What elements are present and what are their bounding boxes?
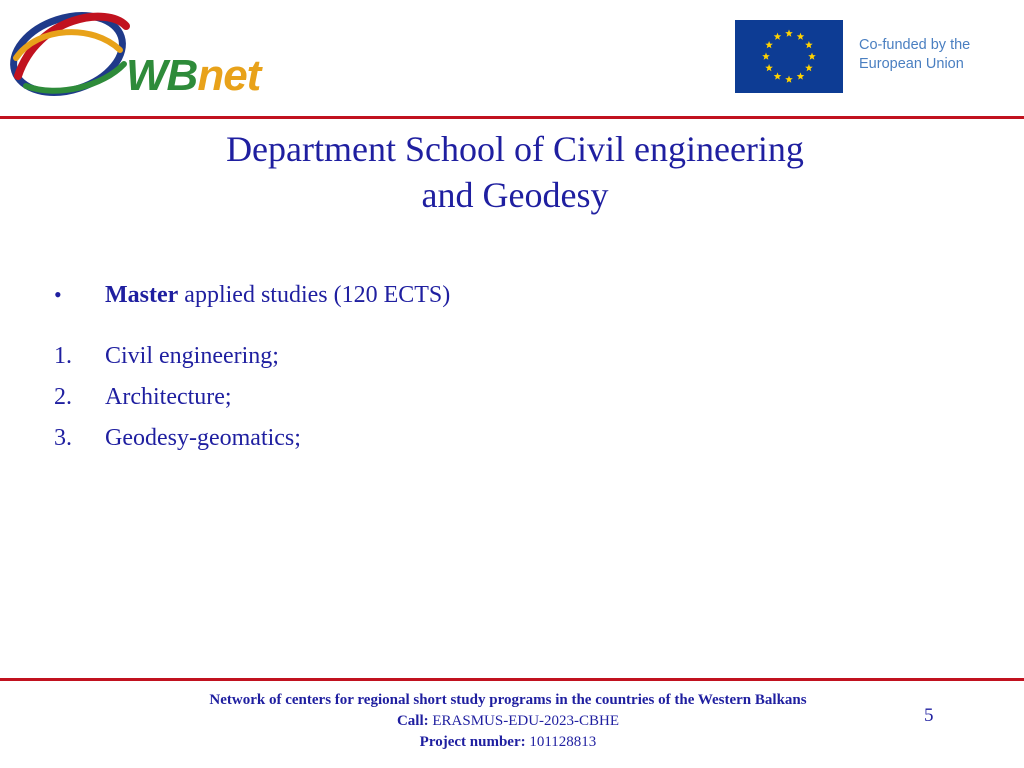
eu-star [808,53,816,60]
header-divider [0,116,1024,119]
eu-star [785,30,793,37]
eu-star [774,72,782,79]
eu-stars [735,20,843,93]
page-number: 5 [924,705,934,726]
list-number: 3. [54,425,72,451]
eu-star [774,33,782,40]
footer-line1: Network of centers for regional short study programs in the countries of the Western Balkans [209,692,807,708]
list-text: Civil engineering; [105,343,279,369]
list-text: Geodesy-geomatics; [105,425,301,451]
list-number: 1. [54,343,72,369]
eu-cofunded-label [859,36,1019,74]
eu-star [805,64,813,71]
eu-star [797,72,805,79]
wbnet-logo [8,6,276,102]
slide-title [0,126,1024,218]
title-line2: and Geodesy [421,175,609,215]
eu-star [765,41,773,48]
footer-project: Project number: 101128813 [419,734,597,750]
list-number: 2. [54,384,72,410]
bullet-bold: Master [105,282,179,308]
slide-footer [0,690,1016,753]
bullet-rest: applied studies (120 ECTS) [178,282,451,308]
footer-call: Call: ERASMUS-EDU-2023-CBHE [396,713,620,729]
eu-flag-icon [735,20,843,93]
eu-star [765,64,773,71]
logo-text: WBnet [126,51,261,100]
eu-star [797,33,805,40]
bullet-marker: • [54,282,62,307]
bullet-text [105,280,450,310]
eu-text-line1: Co-funded by the [859,37,971,53]
list-text: Architecture; [105,384,232,410]
footer-divider [0,678,1024,681]
eu-star [762,53,770,60]
eu-text-line2: European Union [859,56,964,72]
eu-star [805,41,813,48]
eu-star [785,76,793,83]
title-line1: Department School of Civil engineering [226,129,804,169]
